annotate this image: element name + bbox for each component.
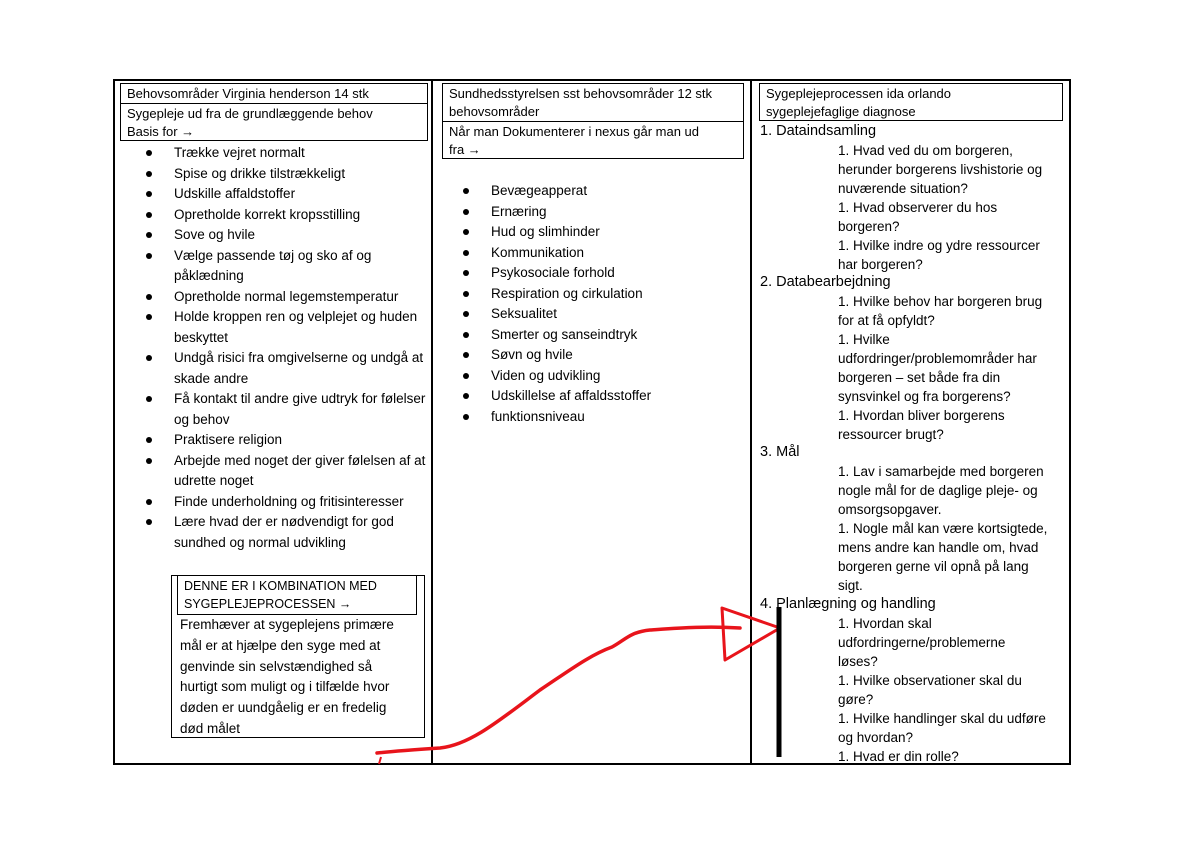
list-item-text: Praktisere religion: [174, 432, 283, 447]
red-tick: [379, 757, 381, 764]
list-item-text: Hud og slimhinder: [491, 224, 600, 239]
process-question-line: nuværende situation?: [838, 181, 968, 196]
process-question-line: herunder borgerens livshistorie og: [838, 162, 1043, 177]
list-item-text: Undgå risici fra omgivelserne og undgå at skade andre: [174, 350, 424, 386]
list-item-text: Smerter og sanseindtryk: [491, 326, 638, 342]
col2-title-line2: behovsområder: [449, 104, 540, 119]
list-item-text: Arbejde med noget der giver følelsen af at udrette noget: [174, 452, 426, 488]
process-question-line: udfordringerne/problemerne: [838, 635, 1006, 650]
list-item-text: Lære hvad der er nødvendigt for god sundhed og normal udvikling: [174, 514, 394, 550]
process-question-line: 1. Hvordan skal: [838, 616, 932, 631]
process-question-line: borgeren gerne vil opnå på lang: [838, 559, 1029, 574]
process-question-line: for at få opfyldt?: [838, 313, 935, 328]
list-item-text: Holde kroppen ren og velplejet og huden beskyttet: [174, 309, 418, 345]
process-question-line: 1. Hvilke: [838, 332, 890, 347]
process-question-line: 1. Hvilke behov har borgeren brug: [838, 294, 1043, 309]
process-question-line: har borgeren?: [838, 257, 923, 272]
col1-subtitle-line2: Basis for →: [127, 124, 195, 139]
process-question-line: 1. Hvilke observationer skal du: [838, 673, 1022, 688]
process-question-line: og hvordan?: [838, 730, 914, 745]
process-question-line: borgeren – set både fra din: [838, 370, 1001, 385]
process-question-line: 1. Hvad er din rolle?: [838, 749, 959, 764]
combo-text-line: genvinde sin selvstændighed så: [180, 658, 373, 674]
col1-subtitle-line1: Sygepleje ud fra de grundlæggende behov: [127, 106, 373, 121]
process-section-title: 1. Dataindsamling: [760, 123, 877, 139]
list-item-text: Viden og udvikling: [491, 367, 601, 383]
col2-title-line1: Sundhedsstyrelsen sst behovsområder 12 stk: [449, 86, 713, 101]
combo-header-line2: SYGEPLEJEPROCESSEN →: [184, 597, 352, 611]
combo-text-line: mål er at hjælpe den syge med at: [180, 637, 381, 653]
list-item-text: Udskillelse af affaldsstoffer: [491, 388, 652, 403]
list-item-text: Sove og hvile: [174, 227, 256, 242]
combo-text-line: døden er uundgåelig er en fredelig: [180, 700, 387, 716]
list-item-text: Seksualitet: [491, 306, 558, 321]
combo-header-line1: DENNE ER I KOMBINATION MED: [184, 579, 377, 593]
process-question-line: nogle mål for de daglige pleje- og: [838, 483, 1038, 498]
process-question-line: 1. Hvad ved du om borgeren,: [838, 143, 1013, 158]
process-question-line: omsorgsopgaver.: [838, 502, 942, 517]
process-question-line: 1. Hvordan bliver borgerens: [838, 408, 1005, 423]
process-section-title: 3. Mål: [760, 444, 800, 460]
col1-title: Behovsområder Virginia henderson 14 stk: [127, 86, 369, 101]
list-item-text: Vælge passende tøj og sko af og påklædning: [174, 247, 372, 283]
col2-subtitle-line1: Når man Dokumenterer i nexus går man ud: [449, 124, 700, 139]
list-item-text: Ernæring: [491, 203, 547, 219]
process-question-line: 1. Lav i samarbejde med borgeren: [838, 464, 1044, 479]
process-question-line: 1. Hvilke indre og ydre ressourcer: [838, 238, 1040, 253]
combo-text-line: død målet: [180, 720, 241, 736]
red-arrow-head: [722, 608, 780, 660]
process-section-title: 4. Planlægning og handling: [760, 596, 936, 612]
process-question-line: gøre?: [838, 692, 874, 707]
combo-text-line: hurtigt som muligt og i tilfælde hvor: [180, 679, 390, 695]
list-item-text: Finde underholdning og fritisinteresser: [174, 493, 404, 509]
list-item-text: Spise og drikke tilstrækkeligt: [174, 165, 346, 181]
process-section-title: 2. Databearbejdning: [760, 274, 891, 290]
process-question-line: mens andre kan handle om, hvad: [838, 540, 1039, 555]
list-item-text: Psykosociale forhold: [491, 265, 615, 280]
combo-text-line: Fremhæver at sygeplejens primære: [180, 617, 394, 632]
process-question-line: løses?: [838, 654, 878, 669]
list-item-text: Opretholde normal legemstemperatur: [174, 288, 399, 304]
list-item-text: funktionsniveau: [491, 408, 585, 424]
red-arrow-stroke: [377, 627, 740, 753]
process-question-line: ressourcer brugt?: [838, 427, 944, 442]
process-question-line: synsvinkel og fra borgerens?: [838, 389, 1011, 404]
list-item-text: Trække vejret normalt: [174, 145, 305, 160]
process-question-line: 1. Hvad observerer du hos: [838, 200, 998, 215]
list-item-text: Få kontakt til andre give udtryk for følelser og behov: [174, 391, 426, 427]
list-item-text: Respiration og cirkulation: [491, 285, 643, 301]
process-question-line: 1. Hvilke handlinger skal du udføre: [838, 711, 1046, 726]
col2-subtitle-line2: fra →: [449, 142, 481, 157]
col3-title-line2: sygeplejefaglige diagnose: [766, 104, 916, 119]
list-item-text: Bevægeapperat: [491, 183, 588, 198]
process-question-line: udfordringer/problemområder har: [838, 351, 1037, 366]
col3-title-line1: Sygeplejeprocessen ida orlando: [766, 86, 952, 101]
list-item-text: Opretholde korrekt kropsstilling: [174, 206, 361, 222]
process-question-line: 1. Nogle mål kan være kortsigtede,: [838, 521, 1048, 536]
process-question-line: borgeren?: [838, 219, 900, 234]
process-question-line: sigt.: [838, 578, 863, 593]
list-item-text: Søvn og hvile: [491, 347, 573, 362]
list-item-text: Udskille affaldstoffer: [174, 186, 296, 201]
list-item-text: Kommunikation: [491, 244, 585, 260]
